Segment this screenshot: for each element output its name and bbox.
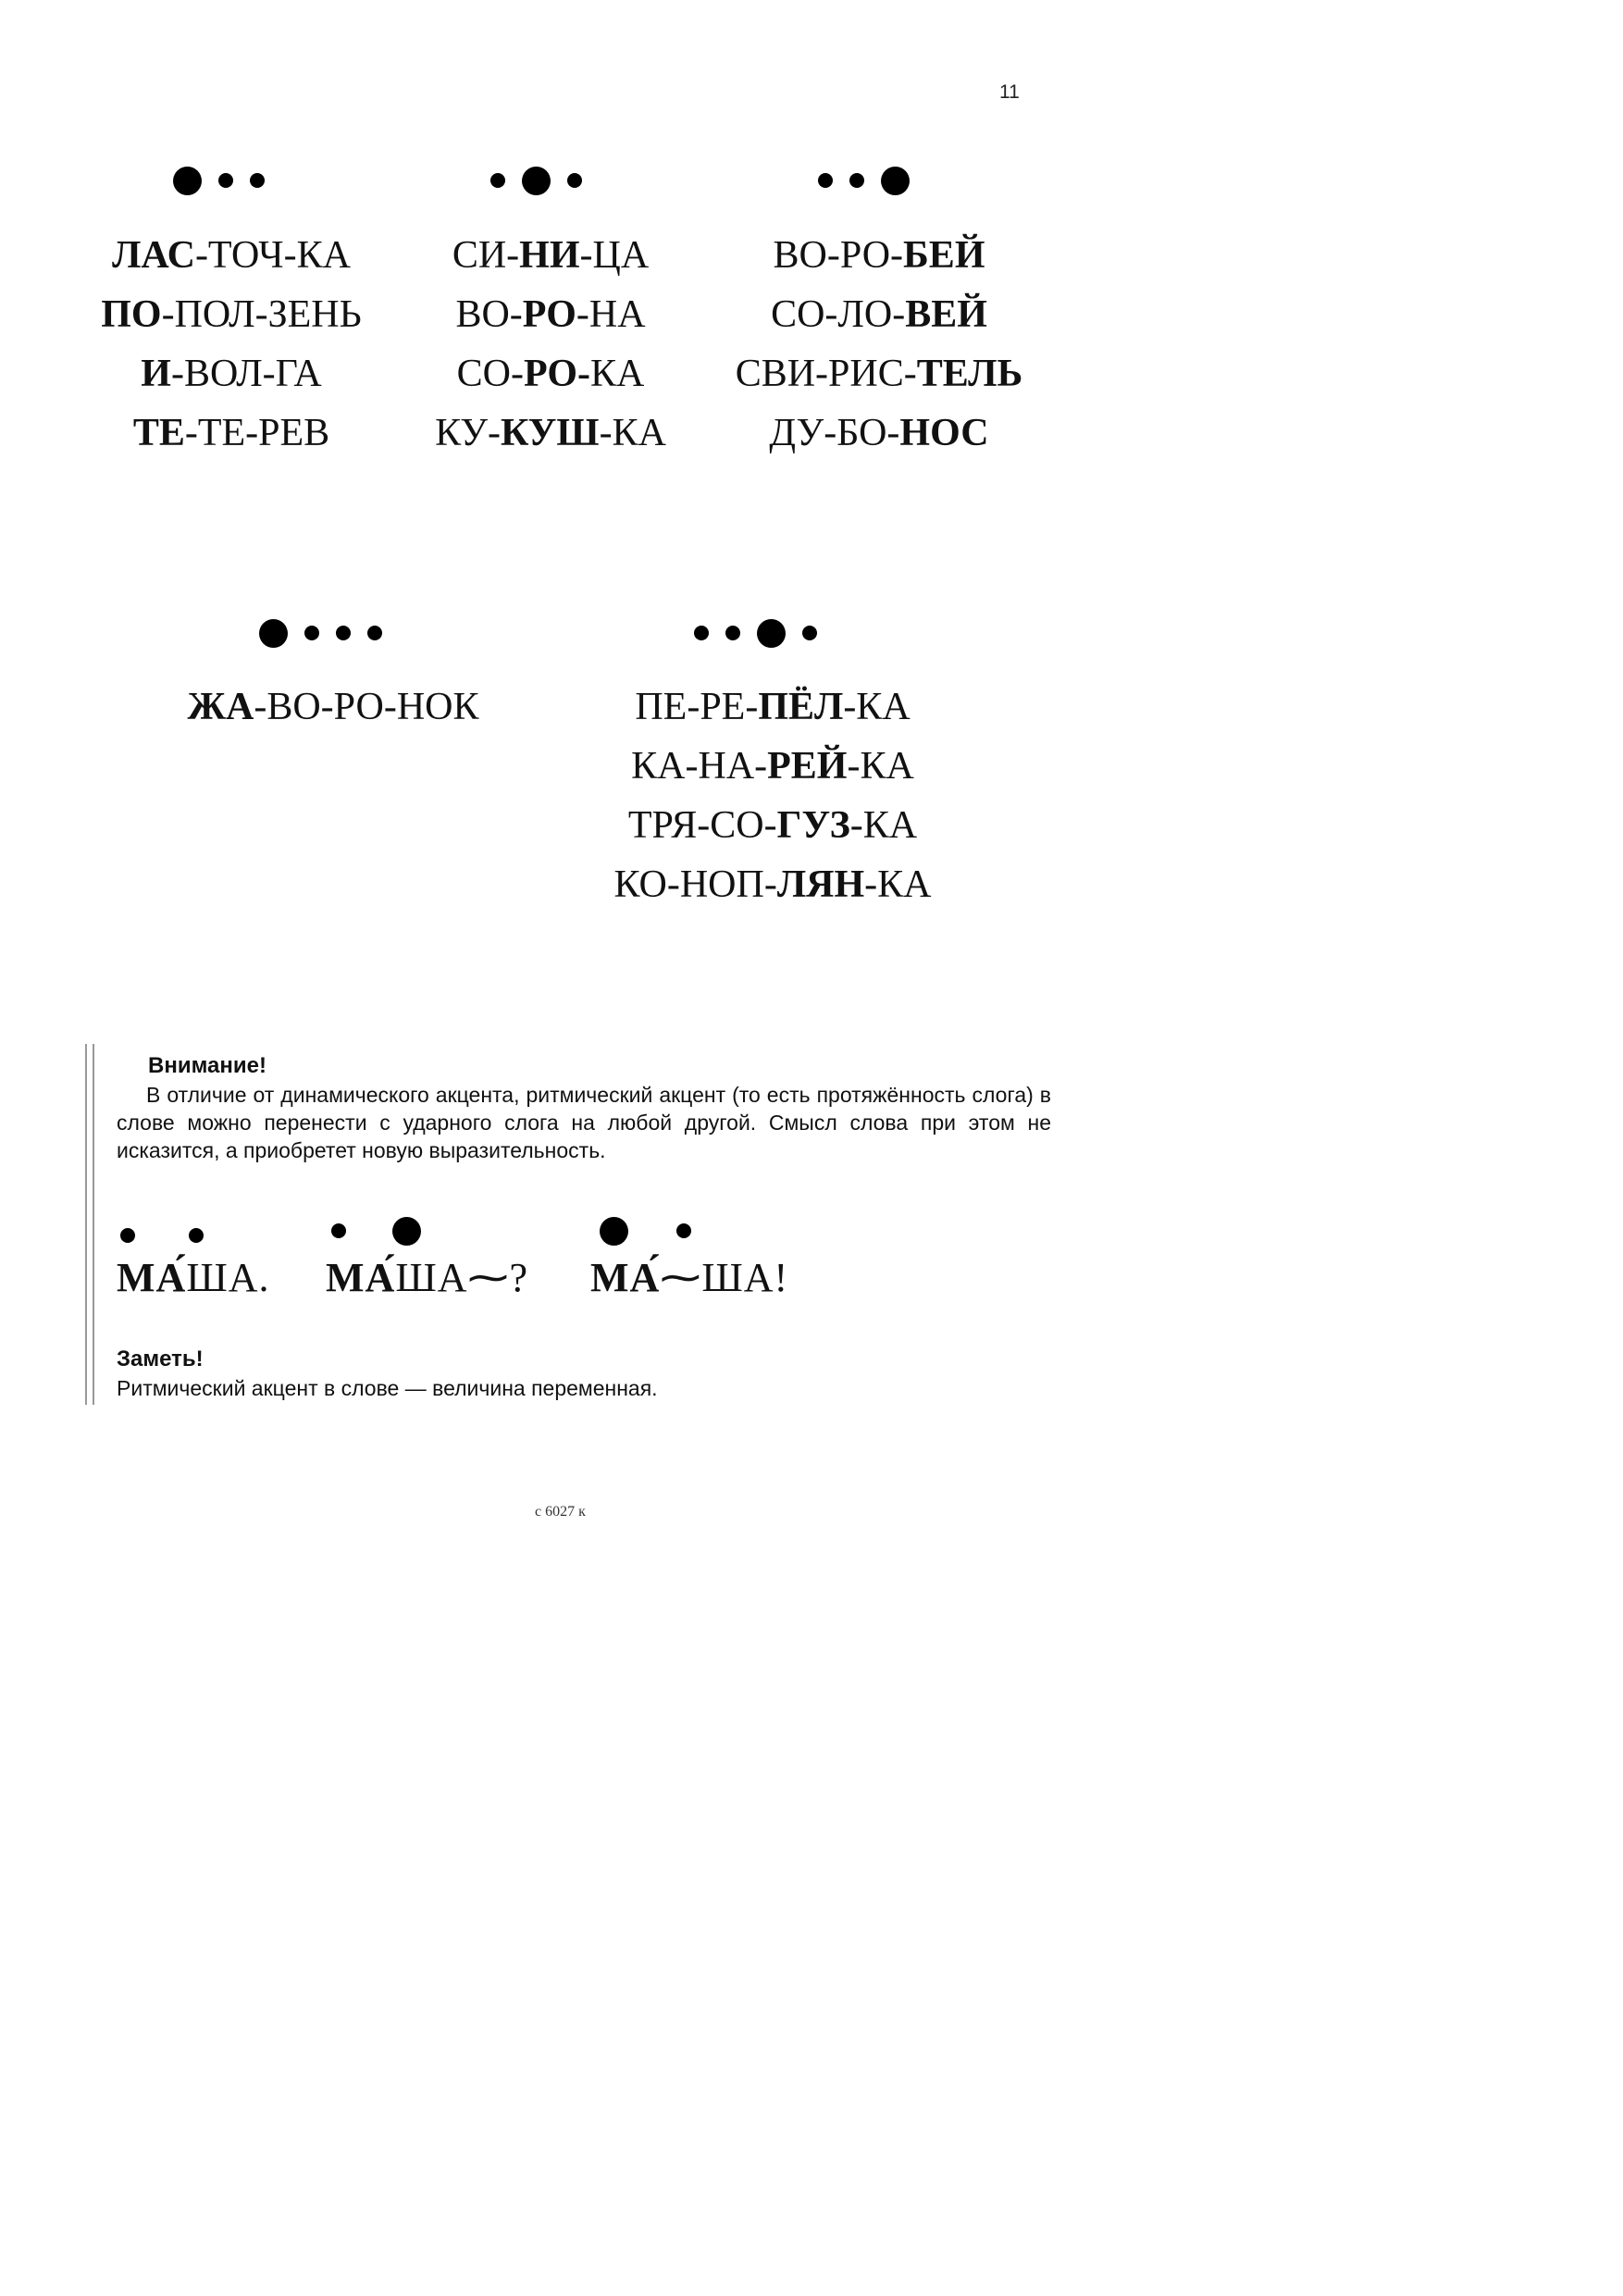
word-popolzen: ПО-ПОЛ-ЗЕНЬ — [101, 293, 362, 336]
unstressed-dot — [189, 1228, 204, 1243]
word-konoplyanka: КО-НОП-ЛЯН-КА — [613, 863, 932, 906]
rhythm-pattern-3 — [818, 153, 910, 208]
unstressed-dot — [567, 173, 582, 188]
note-margin-bar — [85, 1044, 94, 1405]
rhythm-pattern-1 — [173, 153, 265, 208]
word-svirestel: СВИ-РИС-ТЕЛЬ — [735, 353, 1023, 395]
attention-text: В отличие от динамического акцента, ритмический акцент (то есть протяжённость слога) в слове можно перенести с ударного слога на любой другой. Смысл слова при этом не исказится, а приобретет новую выразительность. — [117, 1083, 1051, 1162]
word-sinitsa: СИ-НИ-ЦА — [452, 234, 650, 277]
word-list-2 — [412, 226, 689, 463]
unstressed-dot — [849, 173, 864, 188]
rhythm-pattern-5 — [694, 605, 817, 661]
word-perepelka: ПЕ-РЕ-ПЁЛ-КА — [635, 686, 911, 728]
word-zhavoronok: ЖА-ВО-РО-НОК — [187, 686, 479, 728]
word-kanareyka: КА-НА-РЕЙ-КА — [631, 745, 914, 788]
word-dubonos: ДУ-БО-НОС — [769, 412, 989, 454]
unstressed-dot — [725, 626, 740, 640]
unstressed-dot — [304, 626, 319, 640]
unstressed-dot — [218, 173, 233, 188]
remark-text: Ритмический акцент в слове — величина переменная. — [117, 1376, 658, 1400]
unstressed-dot — [676, 1223, 691, 1238]
word-teterev: ТЕ-ТЕ-РЕВ — [132, 412, 330, 454]
unstressed-dot — [818, 173, 833, 188]
stressed-dot — [522, 167, 551, 195]
imprint-code: с 6027 к — [535, 1504, 586, 1520]
stressed-dot — [757, 619, 786, 648]
remark-title: Заметь! — [117, 1347, 204, 1371]
word-vorona: ВО-РО-НА — [455, 293, 646, 336]
word-soroka: СО-РО-КА — [456, 353, 645, 395]
word-list-4 — [157, 677, 509, 737]
unstressed-dot — [802, 626, 817, 640]
stressed-dot — [259, 619, 288, 648]
word-lastochka: ЛАС-ТОЧ-КА — [112, 234, 351, 277]
masha-word-2: МА́ША⁓? — [326, 1255, 529, 1300]
unstressed-dot — [250, 173, 265, 188]
masha-word-1: МА́ША. — [117, 1255, 270, 1300]
unstressed-dot — [490, 173, 505, 188]
word-solovey: СО-ЛО-ВЕЙ — [771, 293, 987, 336]
word-list-3 — [712, 226, 1046, 463]
rhythm-pattern-2 — [490, 153, 582, 208]
unstressed-dot — [367, 626, 382, 640]
rhythm-pattern-4 — [259, 605, 382, 661]
unstressed-dot — [336, 626, 351, 640]
page-number: 11 — [999, 81, 1020, 103]
stressed-dot — [881, 167, 910, 195]
unstressed-dot — [694, 626, 709, 640]
word-vorobey: ВО-РО-БЕЙ — [773, 234, 985, 277]
masha-pattern-3 — [600, 1203, 691, 1259]
stressed-dot — [173, 167, 202, 195]
unstressed-dot — [331, 1223, 346, 1238]
unstressed-dot — [120, 1228, 135, 1243]
stressed-dot — [392, 1217, 421, 1246]
masha-word-3: МА́⁓ША! — [590, 1255, 789, 1300]
word-ivolga: И-ВОЛ-ГА — [141, 353, 322, 395]
stressed-dot — [600, 1217, 628, 1246]
word-list-5 — [588, 677, 958, 914]
masha-pattern-2 — [331, 1203, 421, 1259]
word-kukushka: КУ-КУШ-КА — [435, 412, 666, 454]
attention-title: Внимание! — [148, 1053, 266, 1078]
word-list-1 — [83, 226, 379, 463]
word-tryasoguzka: ТРЯ-СО-ГУЗ-КА — [627, 804, 918, 847]
